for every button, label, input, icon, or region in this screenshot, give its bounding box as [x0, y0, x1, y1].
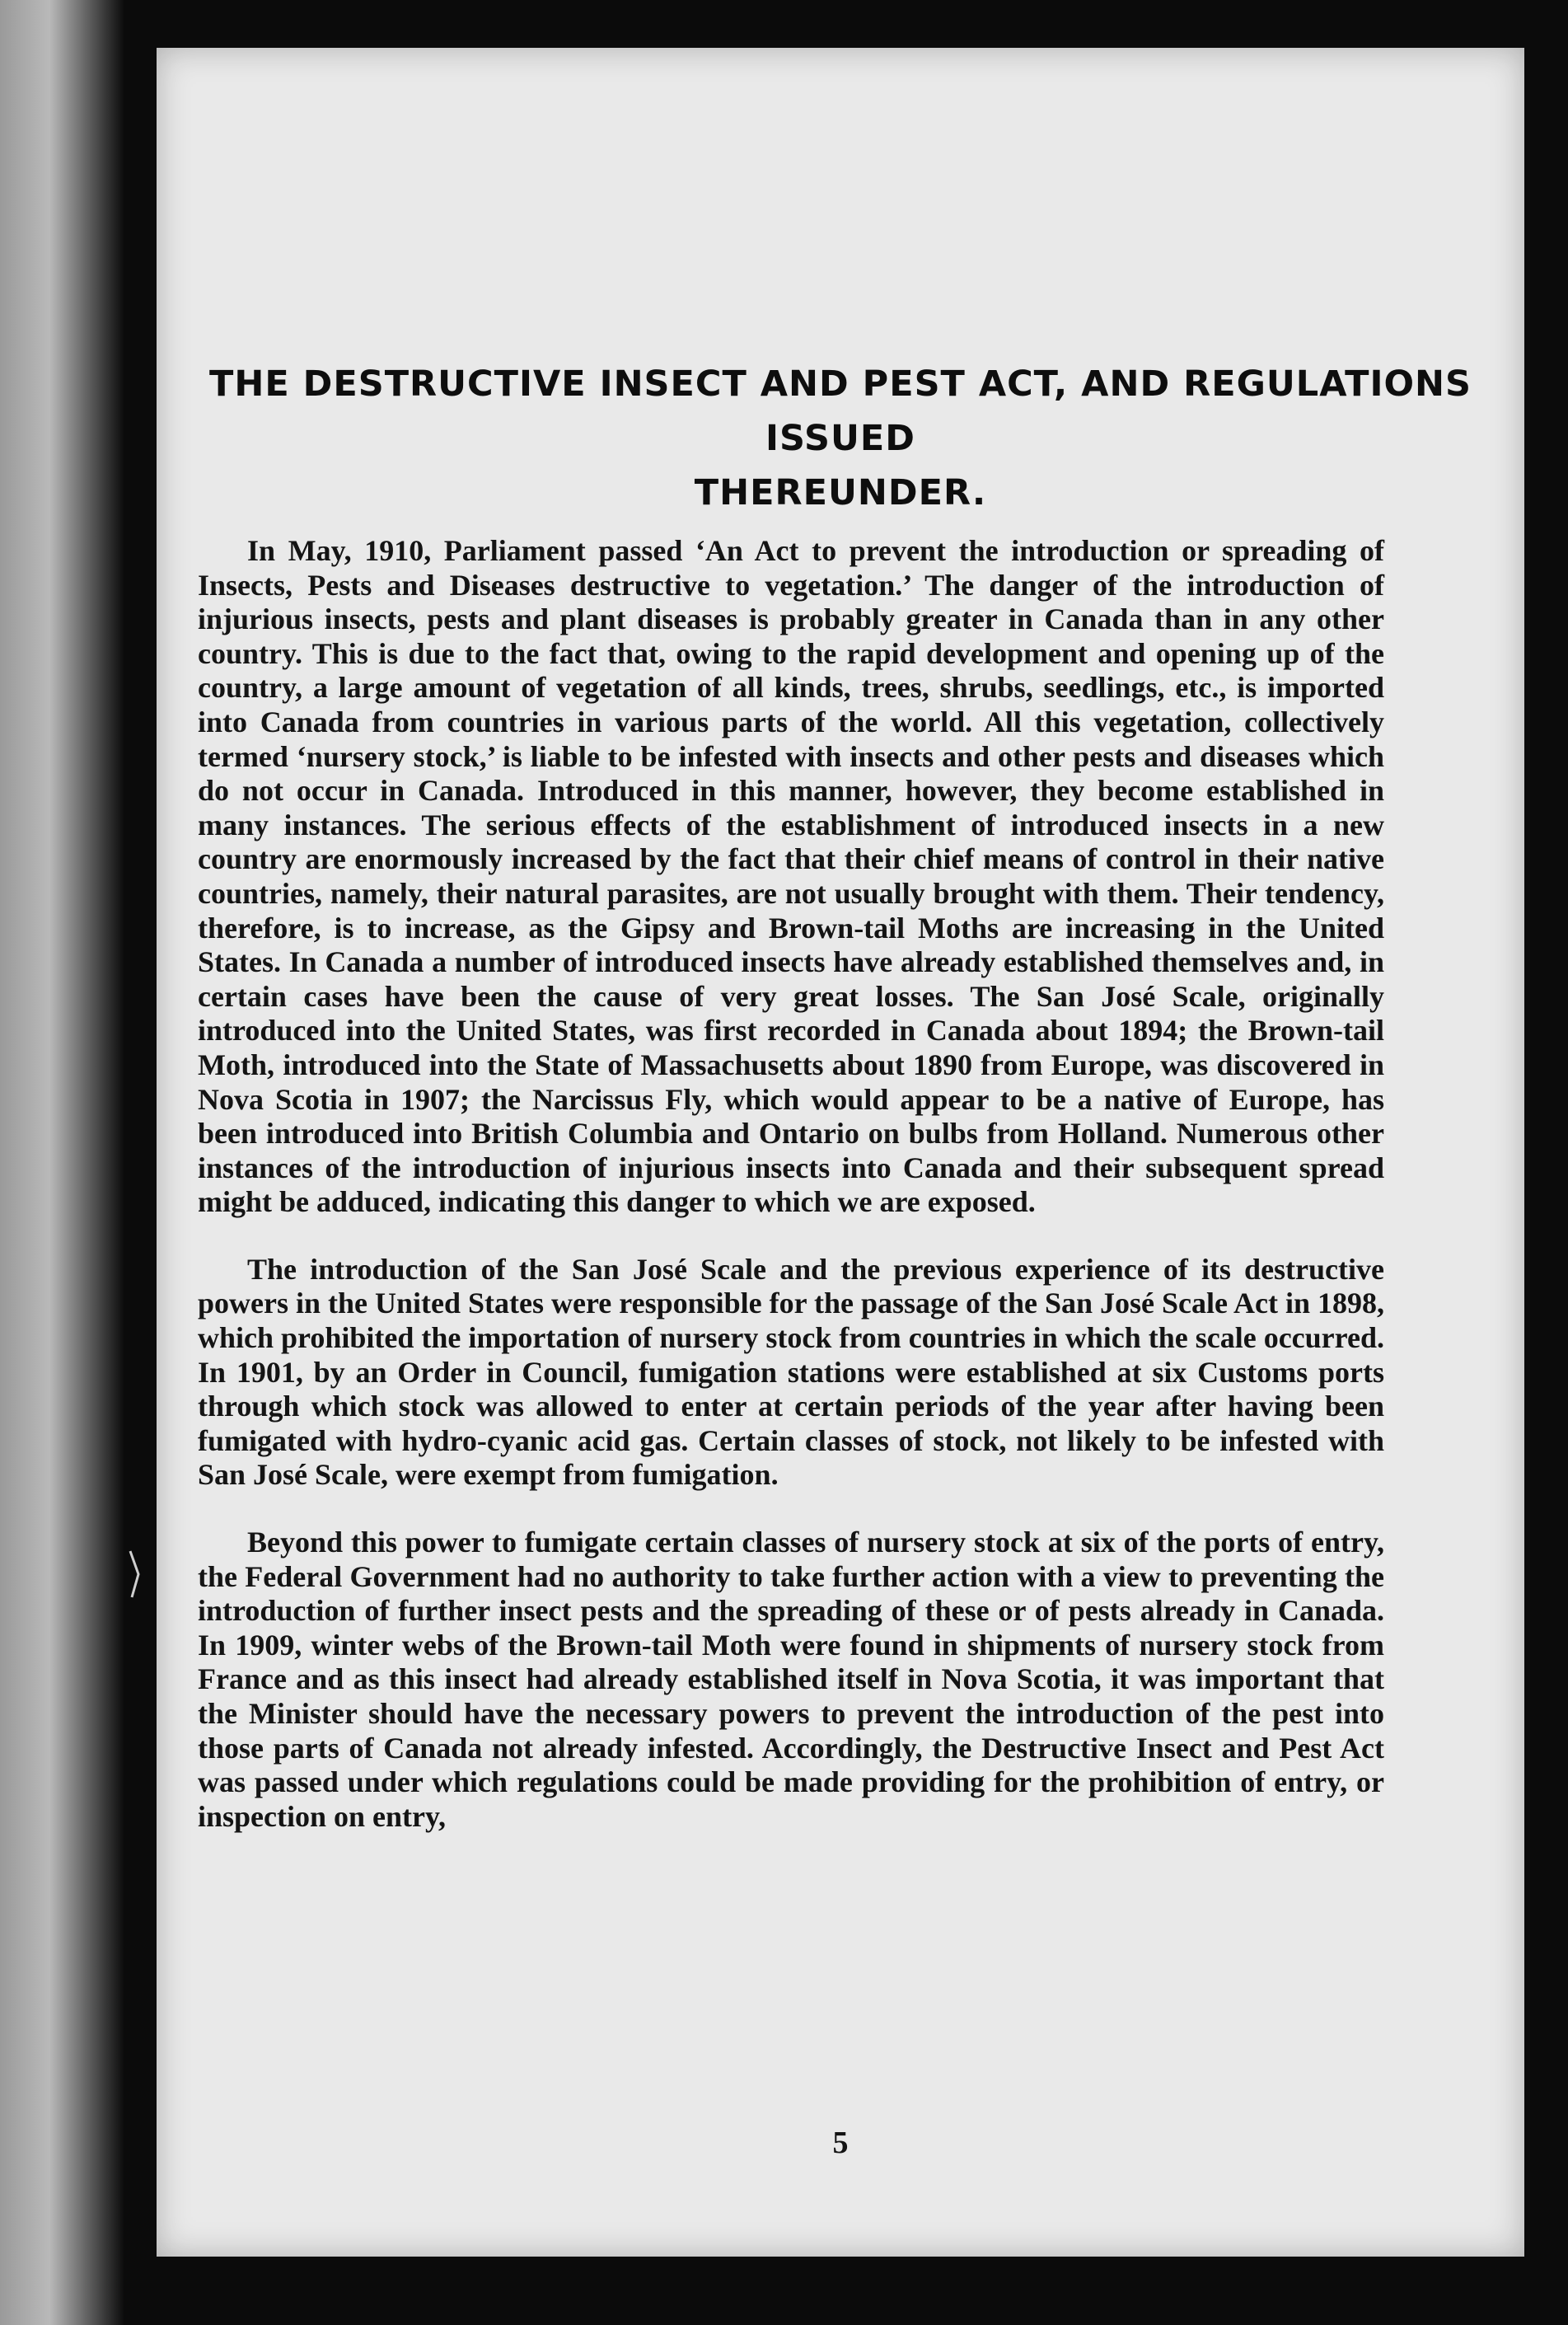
document-body: [198, 534, 1384, 1867]
document-title: [190, 357, 1491, 520]
title-line-1: THE DESTRUCTIVE INSECT AND PEST ACT, AND REGULATIONS ISSUED: [209, 363, 1472, 459]
microfilm-left-margin: [0, 0, 124, 2325]
document-page: [157, 48, 1524, 2257]
film-scratch-mark: [124, 1549, 148, 1599]
paragraph-2: The introduction of the San José Scale and the previous experience of its destructive powers in the United States were responsible for the passage of the San José Scale Act in 1898, which prohibited the importation of nursery stock from countries in which the scale occurred. In 1901, by an Order in Council, fumigation stations were established at six Customs ports through which stock was allowed to enter at certain periods of the year after having been fumigated with hydro-cyanic acid gas. Certain classes of stock, not likely to be infested with San José Scale, were exempt from fumigation.: [198, 1252, 1384, 1492]
page-number: 5: [832, 2126, 849, 2160]
paragraph-3: Beyond this power to fumigate certain classes of nursery stock at six of the ports of entry, the Federal Government had no authority to take further action with a view to preventing the introduction of further insect pests and the spreading of these or of pests already in Canada. In 1909, winter webs of the Brown-tail Moth were found in shipments of nursery stock from France and as this insect had already established itself in Nova Scotia, it was important that the Minister should have the necessary powers to prevent the introduction of the pest into those parts of Canada not already infested. Accordingly, the Destructive Insect and Pest Act was passed under which regulations could be made providing for the prohibition of entry, or inspection on entry,: [198, 1526, 1384, 1833]
title-line-2: THEREUNDER.: [694, 472, 987, 513]
paragraph-1: In May, 1910, Parliament passed ‘An Act to prevent the introduction or spreading of Insects, Pests and Diseases destructive to vegetation.’ The danger of the introduction of injurious insects, pests and plant diseases is probably greater in Canada than in any other country. This is due to the fact that, owing to the rapid development and opening up of the country, a large amount of vegetation of all kinds, trees, shrubs, seedlings, etc., is imported into Canada from countries in various parts of the world. All this vegetation, collectively termed ‘nursery stock,’ is liable to be infested with insects and other pests and diseases which do not occur in Canada. Introduced in this manner, however, they become established in many instances. The serious effects of the establishment of introduced insects in a new country are enormously increased by the fact that their chief means of control in their native countries, namely, their natural parasites, are not usually brought with them. Their tendency, therefore, is to increase, as the Gipsy and Brown-tail Moths are increasing in the United States. In Canada a number of introduced insects have already established themselves and, in certain cases have been the cause of very great losses. The San José Scale, originally introduced into the United States, was first recorded in Canada about 1894; the Brown-tail Moth, introduced into the State of Massachusetts about 1890 from Europe, was discovered in Nova Scotia in 1907; the Narcissus Fly, which would appear to be a native of Europe, has been introduced into British Columbia and Ontario on bulbs from Holland. Numerous other instances of the introduction of injurious insects into Canada and their subsequent spread might be adduced, indicating this danger to which we are exposed.: [198, 534, 1384, 1219]
